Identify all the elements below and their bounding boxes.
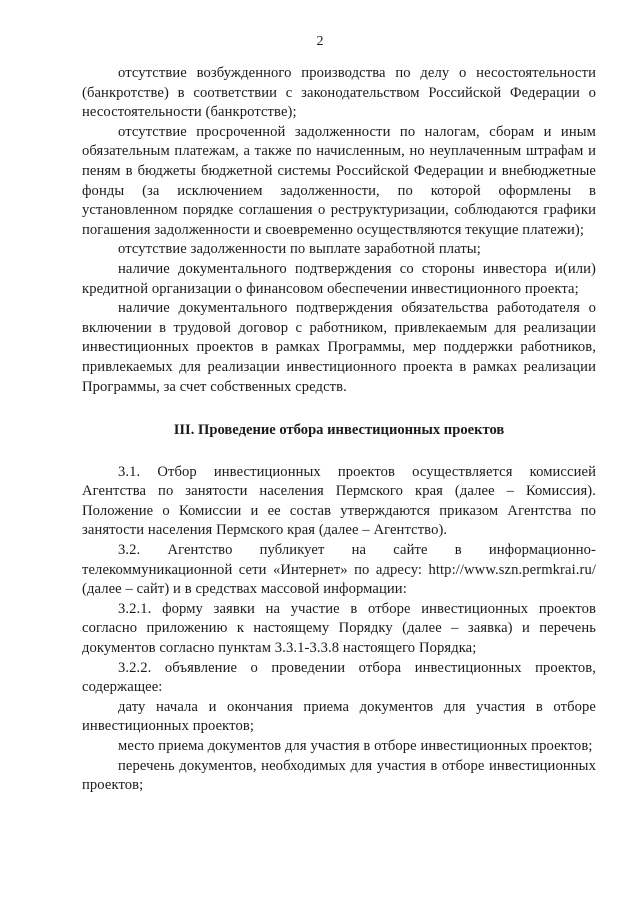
section-heading: III. Проведение отбора инвестиционных проектов	[173, 422, 505, 439]
paragraph-employer-obligation: наличие документального подтверждения обязательства работодателя о включении в трудовой договор с работником, привлекаемым для реализации инвестиционных проектов в рамках Программы, мер поддержки работников, привлекаемых для реализации инвестиционного проекта в рамках реализации Программы, за счет собственных средств.	[82, 300, 596, 395]
paragraph-dates: дату начала и окончания приема документов для участия в отборе инвестиционных проектов;	[82, 698, 596, 735]
paragraph-3-2-1: 3.2.1. форму заявки на участие в отборе инвестиционных проектов согласно приложению к настоящему Порядку (далее – заявка) и перечень документов согласно пунктам 3.3.1-3.3.8 настоящего Порядка;	[82, 600, 596, 657]
paragraph-3-1: 3.1. Отбор инвестиционных проектов осуществляется комиссией Агентства по занятости населения Пермского края (далее – Комиссия). Положение о Комиссии и ее состав утверждаются приказом Агентства по занятости населения Пермского края (далее – Агентство).	[82, 463, 596, 539]
paragraph-place: место приема документов для участия в отборе инвестиционных проектов;	[118, 738, 593, 754]
paragraph-document-list: перечень документов, необходимых для участия в отборе инвестиционных проектов;	[82, 757, 596, 794]
document-body	[82, 64, 596, 796]
paragraph-wage-debt: отсутствие задолженности по выплате заработной платы;	[118, 241, 481, 258]
paragraph-tax-debt: отсутствие просроченной задолженности по налогам, сборам и иным обязательным платежам, а также по начисленным, но неуплаченным штрафам и пеням в бюджеты бюджетной системы Российской Федерации и внебюджетные фонды (за исключением задолженности, по которой оформлены в установленном порядке соглашения о реструктуризации, соблюдаются графики погашения задолженности и своевременно осуществляются текущие платежи);	[82, 123, 596, 238]
paragraph-financial-confirmation: наличие документального подтверждения со стороны инвестора и(или) кредитной организации о финансовом обеспечении инвестиционного проекта;	[82, 260, 596, 297]
page-number: 2	[316, 34, 324, 49]
paragraph-3-2: 3.2. Агентство публикует на сайте в информационно-телекоммуникационной сети «Интернет» по адресу: http://www.szn.permkrai.ru/ (далее – сайт) и в средствах массовой информации:	[82, 542, 596, 598]
paragraph-3-2-2: 3.2.2. объявление о проведении отбора инвестиционных проектов, содержащее:	[82, 659, 596, 696]
paragraph-bankruptcy: отсутствие возбужденного производства по делу о несостоятельности (банкротстве) в соответствии с законодательством Российской Федерации о несостоятельности (банкротстве);	[82, 65, 596, 121]
